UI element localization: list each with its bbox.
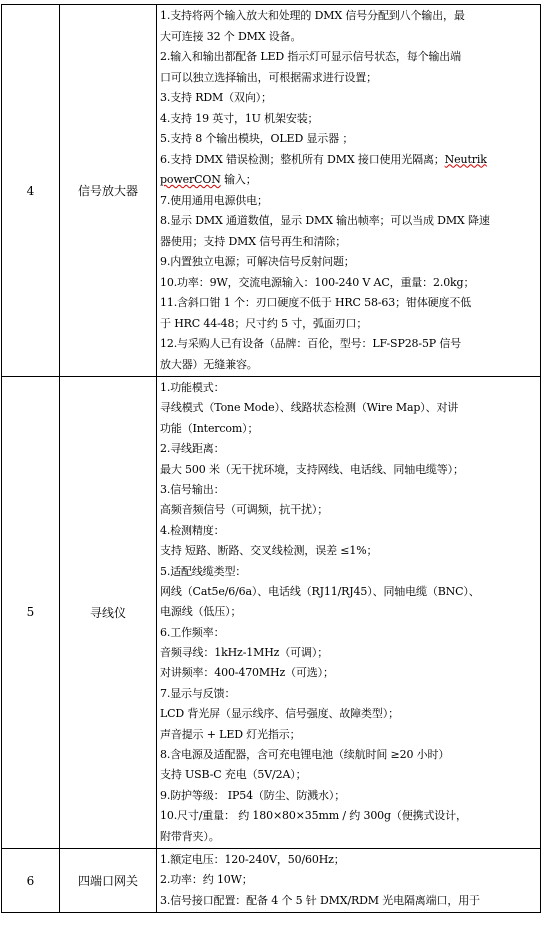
item-number-cell: 5 [2,377,60,849]
spec-line: 6.支持 DMX 错误检测；整机所有 DMX 接口使用光隔离；Neutrik [160,152,487,166]
spec-line: 3.支持 RDM（双向）； [160,91,272,104]
spec-line: 最大 500 米（无干扰环境，支持网线、电话线、同轴电缆等）； [160,462,464,476]
spec-line: 2.功率：约 10W； [160,873,253,887]
spec-line: 支持 USB-C 充电（5V/2A）； [160,768,307,782]
spec-line: 电源线（低压）； [160,605,242,619]
spec-line: 1.额定电压：120-240V，50/60Hz； [160,852,345,866]
table-row [2,377,541,849]
item-name-cell: 寻线仪 [60,377,157,849]
table-row [2,5,541,377]
spec-line: 4.检测精度： [160,523,225,537]
spec-description-cell [157,377,541,849]
spec-line: 11.含斜口钳 1 个：刃口硬度不低于 HRC 58-63；钳体硬度不低 [160,296,472,309]
spec-line: 9.防护等级： IP54（防尘、防溅水）； [160,788,346,802]
spec-line: 声音提示 + LED 灯光指示； [160,727,301,741]
item-name-cell: 信号放大器 [60,5,157,377]
spec-line: 支持 短路、断路、交叉线检测，误差 ≤1%； [160,544,378,558]
spec-table-body [2,5,541,913]
spec-line: 于 HRC 44-48；尺寸约 5 寸，弧面刃口； [160,316,368,330]
spec-description-cell [157,848,541,912]
spec-line: 8.显示 DMX 通道数值，显示 DMX 输出帧率；可以当成 DMX 降速 [160,214,490,227]
spec-line: 12.与采购人已有设备（品牌：百伦，型号：LF-SP28-5P 信号 [160,337,462,350]
spellcheck-underline: Neutrik [444,152,487,166]
spec-line: 放大器）无缝兼容。 [160,357,258,371]
spec-line: 5.适配线缆类型： [160,564,247,578]
spec-line: 10.尺寸/重量： 约 180×80×35mm / 约 300g（便携式设计， [160,809,467,823]
spec-line: 大可连接 32 个 DMX 设备。 [160,29,302,43]
item-name-cell: 四端口网关 [60,848,157,912]
spec-line: 7.显示与反馈： [160,686,236,700]
spec-line: 1.功能模式： [160,381,225,394]
spec-line: 8.含电源及适配器，含可充电锂电池（续航时间 ≥20 小时） [160,748,450,762]
spec-table [1,4,541,913]
spec-line: 寻线模式（Tone Mode）、线路状态检测（Wire Map）、对讲 [160,401,459,415]
spec-line: 功能（Intercom）； [160,421,259,435]
spec-line: 网线（Cat5e/6/6a）、电话线（RJ11/RJ45）、同轴电缆（BNC）、 [160,584,480,598]
spec-description-cell [157,5,541,377]
spec-line: LCD 背光屏（显示线序、信号强度、故障类型）； [160,707,399,721]
spec-line: 1.支持将两个输入放大和处理的 DMX 信号分配到八个输出，最 [160,9,465,22]
spellcheck-underline: powerCON [160,173,221,186]
spec-line: 9.内置独立电源；可解决信号反射问题； [160,255,355,268]
item-number-cell: 6 [2,848,60,912]
spec-line: 5.支持 8 个输出模块，OLED 显示器 ； [160,132,354,145]
spec-line: 2.输入和输出都配备 LED 指示灯可显示信号状态，每个输出端 [160,50,461,63]
spec-line: 器使用；支持 DMX 信号再生和清除； [160,234,347,248]
spec-line: 6.工作频率： [160,625,225,639]
spec-line: 3.信号接口配置：配备 4 个 5 针 DMX/RDM 光电隔离端口，用于 [160,893,480,907]
spec-line: 高频音频信号（可调频，抗干扰）； [160,503,329,517]
spec-line: 附带背夹）。 [160,829,220,843]
spec-line: 2.寻线距离： [160,442,225,456]
spec-line: 3.信号输出： [160,482,225,496]
item-number-cell: 4 [2,5,60,377]
spec-line: 对讲频率：400-470MHz（可选）； [160,666,334,680]
spec-line: 口可以独立选择输出，可根据需求进行设置； [160,70,377,84]
spec-line: 音频寻线：1kHz-1MHz（可调）； [160,646,329,660]
table-row [2,848,541,912]
spec-line: 7.使用通用电源供电； [160,193,268,207]
spec-line: 10.功率：9W，交流电源输入：100-240 V AC，重量：2.0kg； [160,275,475,289]
spec-line: 4.支持 19 英寸，1U 机架安装； [160,111,319,125]
spec-line: powerCON 输入； [160,173,257,186]
